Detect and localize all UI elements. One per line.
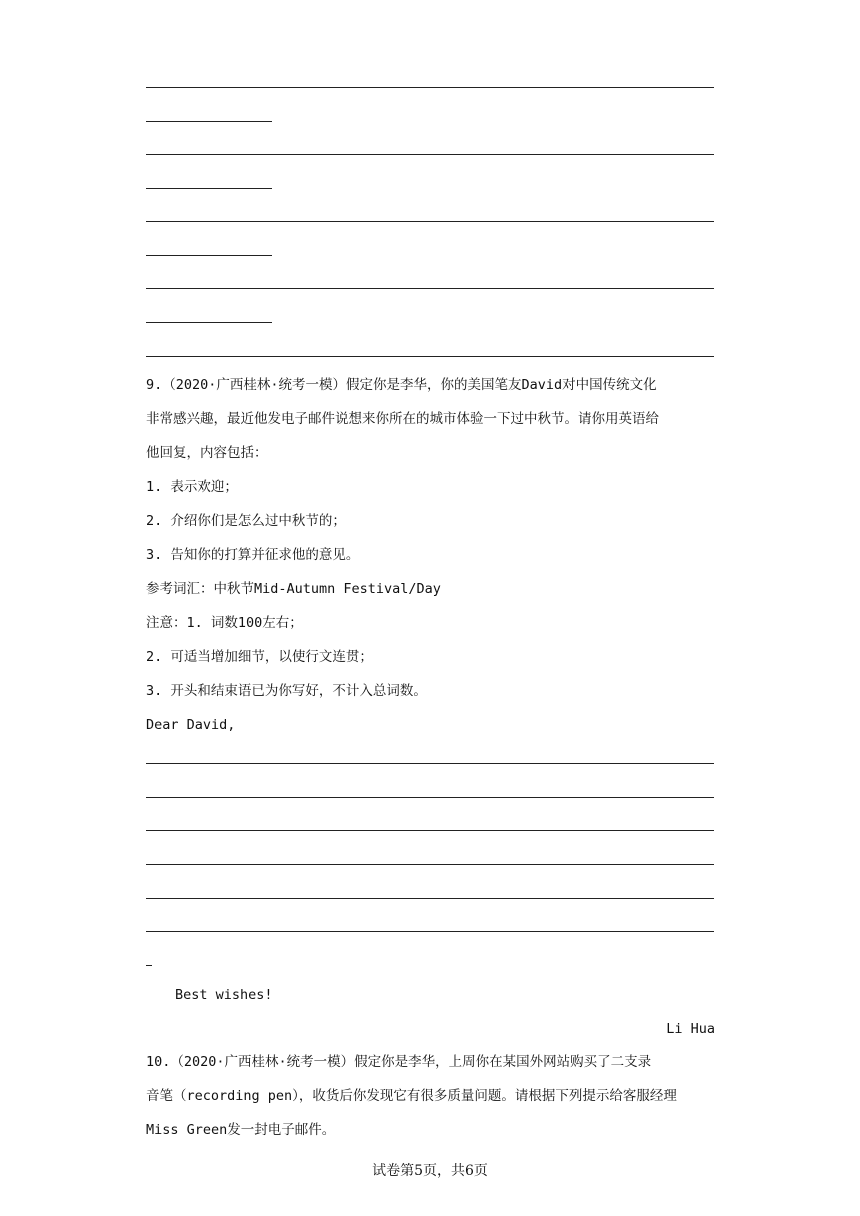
q9-requirement-2: 2. 介绍你们是怎么过中秋节的； [146,513,346,529]
q9-prompt-line-2: 非常感兴趣，最近他发电子邮件说想来你所在的城市体验一下过中秋节。请你用英语给 [146,411,659,427]
q9-prompt-line-3: 他回复，内容包括： [146,445,268,461]
answer-line [146,221,714,222]
page-footer: 试卷第5页，共6页 [372,1163,488,1179]
writing-line [146,864,714,865]
answer-line-short [146,188,272,189]
writing-line [146,830,714,831]
writing-line [146,797,714,798]
writing-line [146,763,714,764]
q9-note-1: 注意：1. 词数100左右； [146,615,303,631]
q9-greeting: Dear David, [146,717,236,733]
answer-line [146,87,714,88]
q9-note-2: 2. 可适当增加细节，以使行文连贯； [146,649,373,665]
q9-signature: Li Hua [666,1021,715,1037]
answer-line [146,356,714,357]
q9-requirement-1: 1. 表示欢迎； [146,479,238,495]
q10-prompt-line-1: 10.（2020·广西桂林·统考一模）假定你是李华，上周你在某国外网站购买了二支录 [146,1054,652,1070]
writing-line [146,931,714,932]
q10-prompt-line-2: 音笔（recording pen），收货后你发现它有很多质量问题。请根据下列提示给客服经理 [146,1088,677,1104]
answer-line [146,288,714,289]
answer-line-short [146,255,272,256]
q9-note-3: 3. 开头和结束语已为你写好，不计入总词数。 [146,683,427,699]
answer-line-short [146,121,272,122]
q9-vocabulary: 参考词汇：中秋节Mid-Autumn Festival/Day [146,581,441,597]
q10-prompt-line-3: Miss Green发一封电子邮件。 [146,1122,336,1138]
answer-line-short [146,322,272,323]
writing-line [146,898,714,899]
answer-line [146,154,714,155]
q9-prompt-line-1: 9.（2020·广西桂林·统考一模）假定你是李华，你的美国笔友David对中国传统文化 [146,377,657,393]
writing-line-end [146,965,152,966]
q9-closing: Best wishes! [175,987,273,1003]
q9-requirement-3: 3. 告知你的打算并征求他的意见。 [146,547,360,563]
